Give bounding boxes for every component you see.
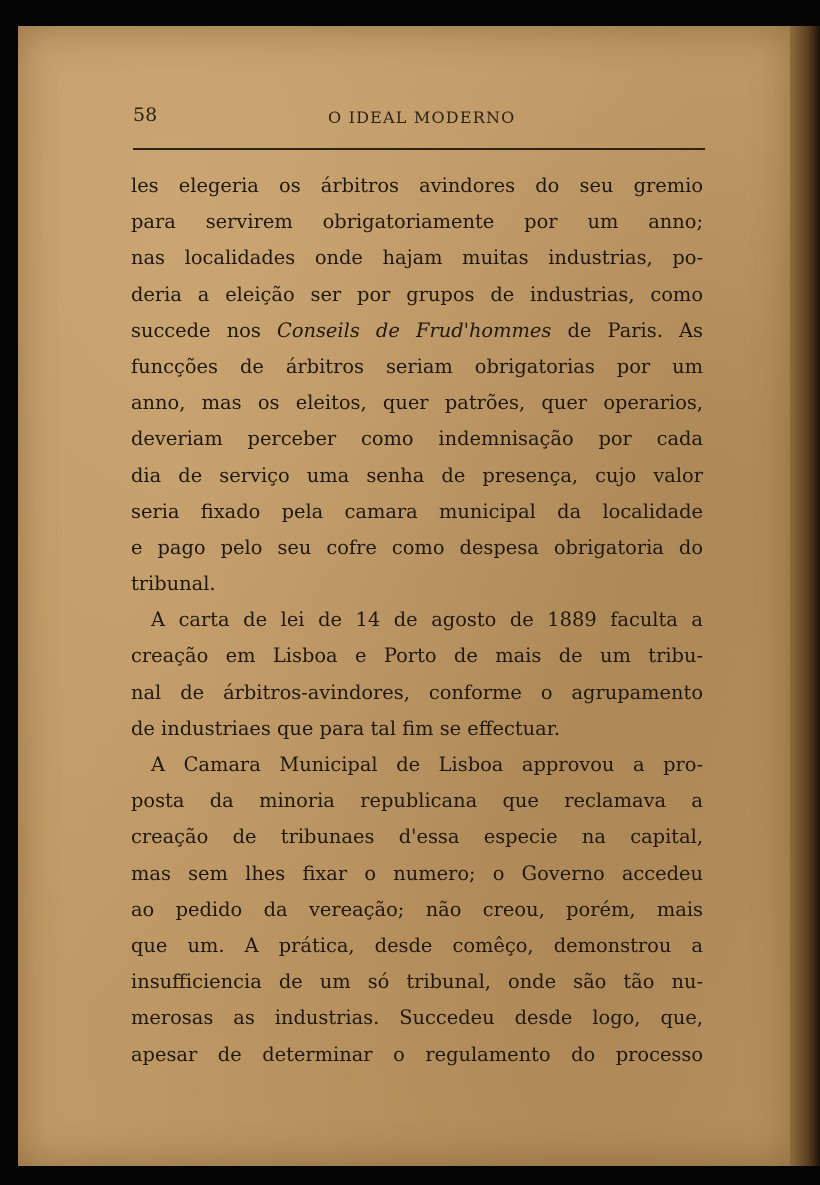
text-line: deria a eleição ser por grupos de industrias, como: [131, 282, 703, 306]
text-line: nal de árbitros-avindores, conforme o agrupamento: [131, 680, 703, 704]
text-line: seria fixado pela camara municipal da localidade: [131, 499, 703, 523]
text-segment: de Paris. As: [551, 318, 703, 342]
page-number: 58: [133, 104, 158, 126]
text-line: creação de tribunaes d'essa especie na capital,: [131, 825, 703, 849]
page-edge: [790, 26, 820, 1166]
page-header: [133, 100, 703, 130]
text-line: ao pedido da vereação; não creou, porém, mais: [131, 897, 703, 921]
italic-title: Conseils de Frud'hommes: [276, 318, 552, 342]
text-line: apesar de determinar o regulamento do processo: [131, 1042, 703, 1066]
text-line: anno, mas os eleitos, quer patrões, quer operarios,: [131, 391, 703, 415]
text-line: nas localidades onde hajam muitas industrias, po-: [131, 246, 703, 270]
text-line: dia de serviço uma senha de presença, cujo valor: [131, 463, 703, 487]
running-title: O IDEAL MODERNO: [328, 108, 516, 127]
text-segment: succede nos: [131, 318, 277, 342]
text-line: mas sem lhes fixar o numero; o Governo accedeu: [131, 861, 703, 885]
text-line: e pago pelo seu cofre como despesa obrigatoria do: [131, 535, 703, 559]
text-line-with-italic: [131, 313, 703, 349]
header-rule: [133, 148, 705, 150]
paragraph-start: A carta de lei de 14 de agosto de 1889 faculta a: [151, 608, 703, 632]
text-line: para servirem obrigatoriamente por um anno;: [131, 210, 703, 234]
text-line: les elegeria os árbitros avindores do seu gremio: [131, 174, 703, 197]
text-line: creação em Lisboa e Porto de mais de um tribu-: [131, 644, 703, 668]
text-line: merosas as industrias. Succedeu desde logo, que,: [131, 1006, 703, 1030]
text-line: insufficiencia de um só tribunal, onde são tão nu-: [131, 970, 703, 994]
text-line: de industriaes que para tal fim se effectuar.: [131, 716, 561, 740]
paragraph-start: A Camara Municipal de Lisboa approvou a pro-: [151, 753, 703, 776]
text-line: deveriam perceber como indemnisação por cada: [131, 427, 703, 451]
text-line: tribunal.: [131, 572, 216, 596]
text-line: que um. A prática, desde comêço, demonstrou a: [131, 933, 703, 957]
body-text: [131, 168, 703, 1073]
text-line: posta da minoria republicana que reclamava a: [131, 789, 703, 813]
text-line: funcções de árbitros seriam obrigatorias por um: [131, 354, 703, 378]
